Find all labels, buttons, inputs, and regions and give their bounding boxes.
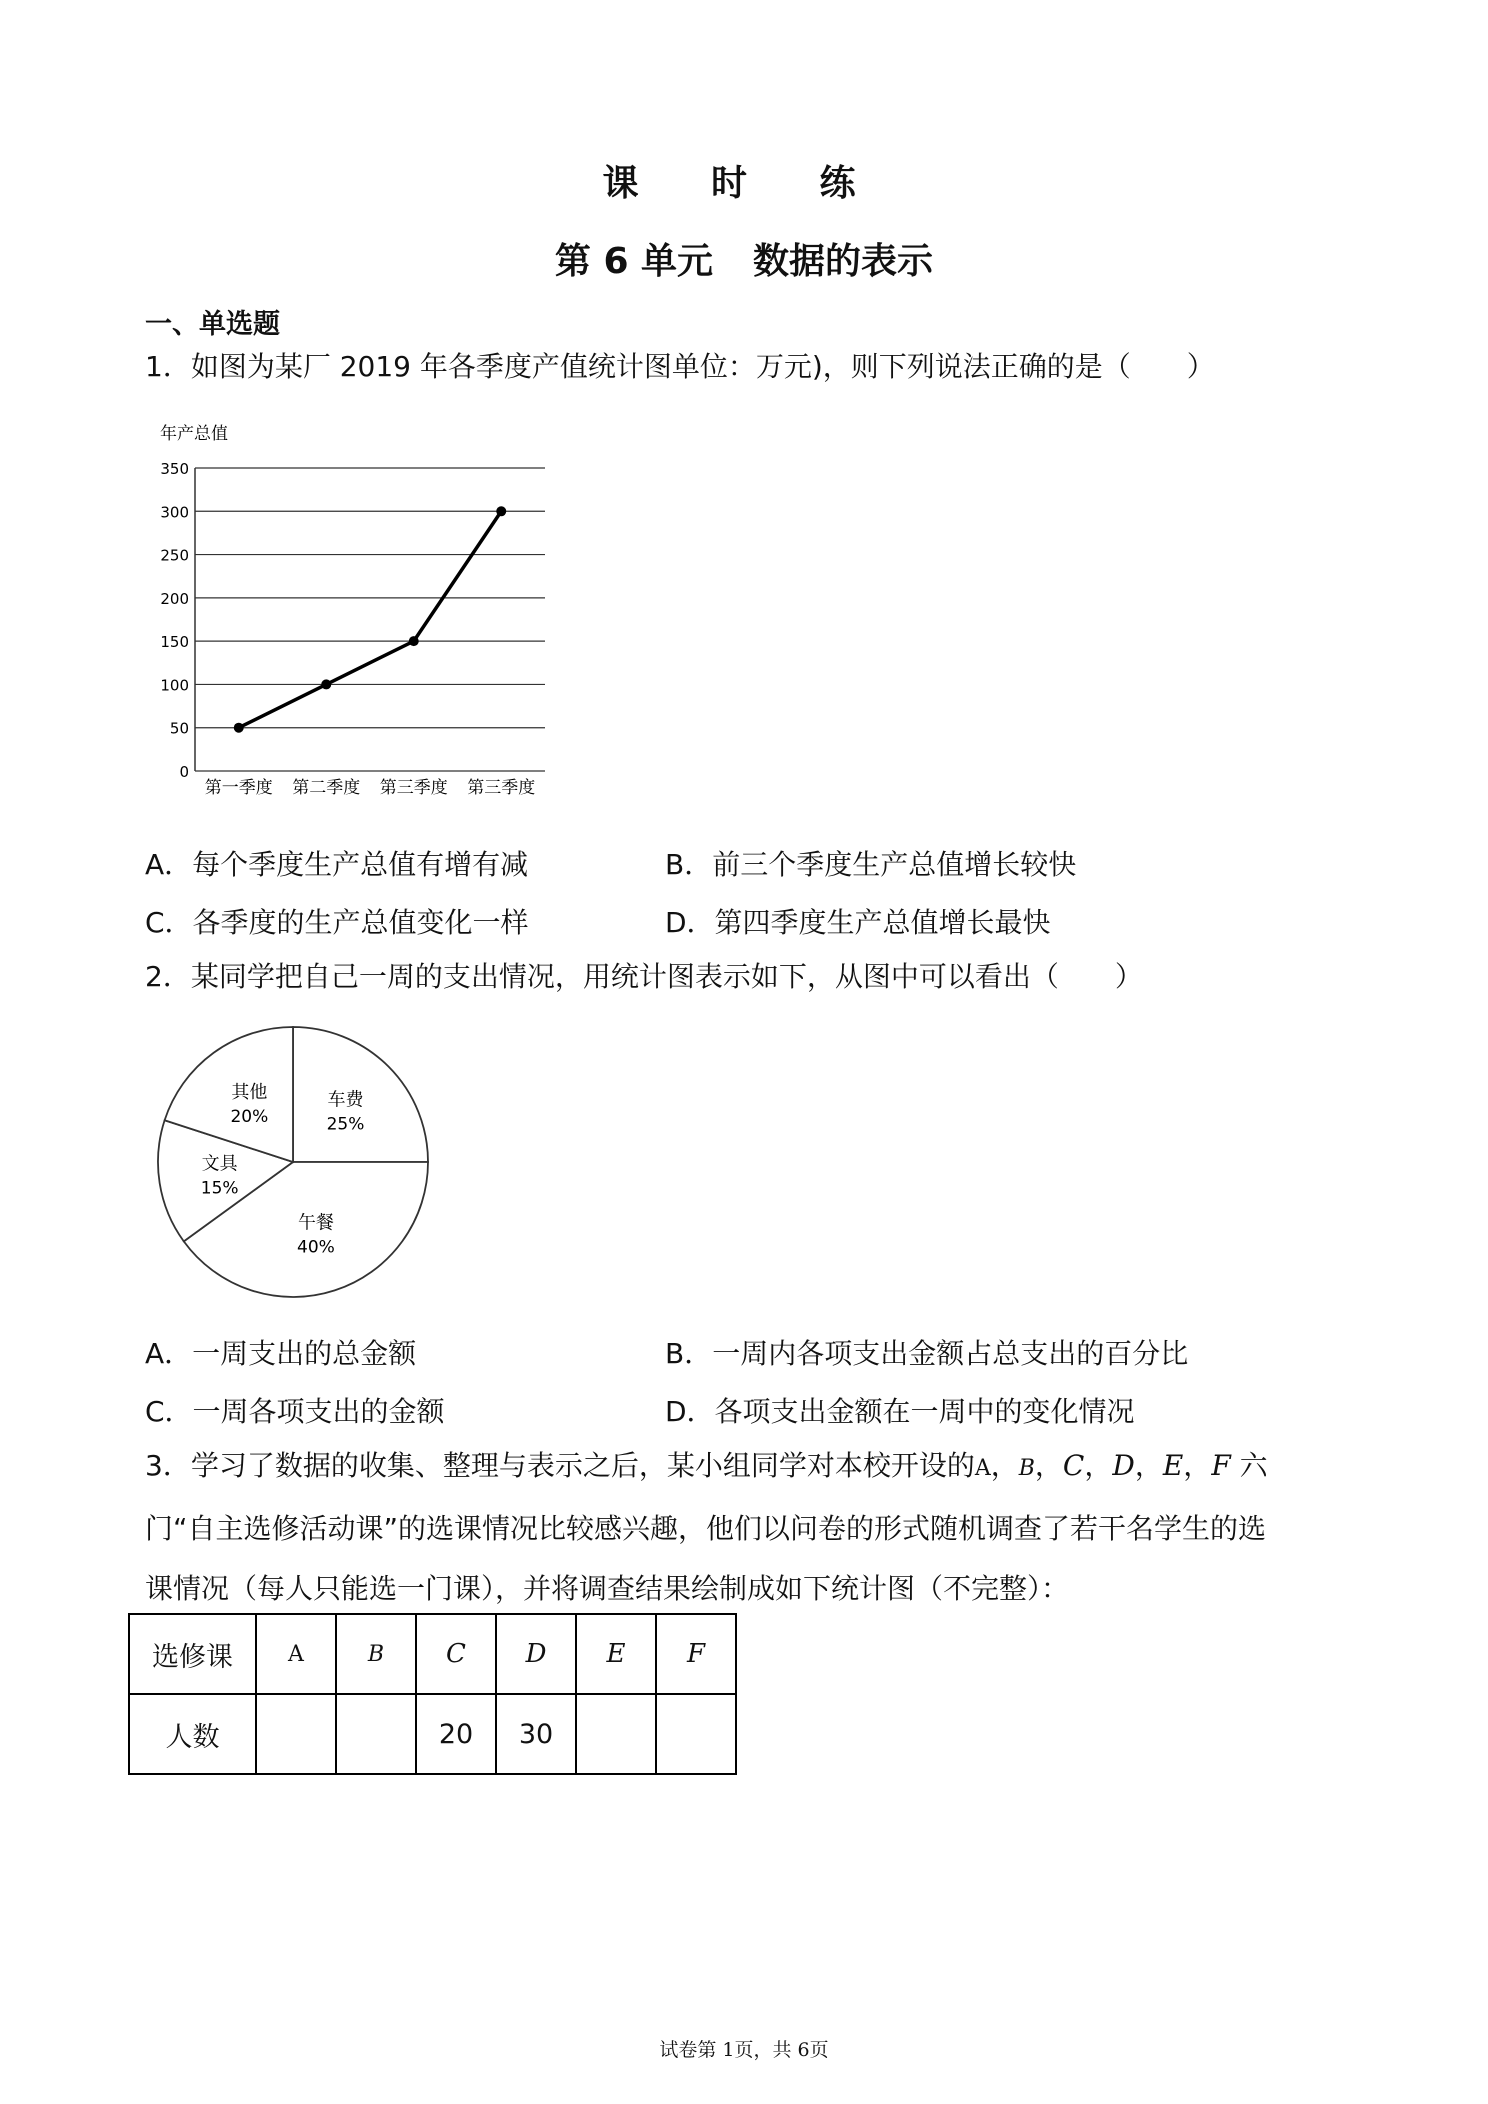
table-col-d: D bbox=[496, 1614, 576, 1694]
table-col-f: F bbox=[656, 1614, 736, 1694]
table-cell bbox=[256, 1694, 336, 1774]
q1-option-d: D．第四季度生产总值增长最快 bbox=[665, 906, 1051, 939]
q3-letter-a: A bbox=[974, 1456, 991, 1481]
pie-slice-label: 午餐 bbox=[297, 1212, 334, 1234]
unit-title: 数据的表示 bbox=[753, 241, 934, 282]
q3-letter-b: B bbox=[1018, 1456, 1035, 1481]
q3-letter-c: C bbox=[1062, 1449, 1085, 1482]
question-1-text: 1．如图为某厂 2019 年各季度产值统计图单位：万元)，则下列说法正确的是（ ） bbox=[145, 350, 1215, 383]
q3-letter-f: F bbox=[1211, 1449, 1231, 1482]
chart-ytick-label: 50 bbox=[169, 719, 189, 738]
line-chart bbox=[150, 420, 560, 805]
table-col-a: A bbox=[256, 1614, 336, 1694]
section-title: 一、单选题 bbox=[145, 309, 280, 340]
table-col-e: E bbox=[576, 1614, 656, 1694]
chart-xtick-label: 第三季度 bbox=[379, 778, 448, 798]
page-title: 课 时 练 bbox=[602, 163, 886, 204]
question-3-text: 3．学习了数据的收集、整理与表示之后，某小组同学对本校开设的A，B，C，D，E，F 六 门“自主选修活动课”的选课情况比较感兴趣，他们以问卷的形式随机调查了若干名学生的选 课情况（每人只能选一门课），并将调查结果绘制成如下统计图（不完整）： bbox=[145, 1449, 1268, 1605]
q3-letter-e: E bbox=[1162, 1449, 1184, 1482]
chart-series-line bbox=[239, 511, 502, 727]
question-2-text: 2．某同学把自己一周的支出情况，用统计图表示如下，从图中可以看出（ ） bbox=[145, 960, 1143, 993]
table-col-b: B bbox=[336, 1614, 416, 1694]
chart-xtick-label: 第二季度 bbox=[292, 778, 361, 798]
q3-line1-suffix: 六 bbox=[1239, 1449, 1268, 1482]
table-row bbox=[129, 1614, 736, 1694]
table-header-course: 选修课 bbox=[129, 1614, 256, 1694]
pie-slice-percent: 20% bbox=[230, 1106, 269, 1127]
page-footer: 试卷第 1页，共 6页 bbox=[659, 2039, 829, 2061]
table-cell bbox=[576, 1694, 656, 1774]
chart-ytick-label: 350 bbox=[160, 460, 189, 478]
chart-data-point bbox=[496, 506, 506, 516]
unit-heading bbox=[0, 233, 1488, 284]
chart-data-point bbox=[409, 636, 419, 646]
pie-slice-percent: 40% bbox=[297, 1237, 335, 1258]
q1-option-c: C．各季度的生产总值变化一样 bbox=[145, 906, 529, 939]
chart-ytick-label: 250 bbox=[160, 546, 189, 565]
chart-ytick-label: 100 bbox=[160, 676, 189, 695]
chart-xtick-label: 第三季度 bbox=[467, 778, 536, 798]
pie-slice-percent: 25% bbox=[326, 1114, 365, 1135]
chart-ylabel: 年产总值 bbox=[160, 424, 228, 444]
pie-chart bbox=[150, 1020, 440, 1305]
q2-option-b: B．一周内各项支出金额占总支出的百分比 bbox=[665, 1337, 1189, 1370]
chart-ytick-label: 300 bbox=[160, 503, 189, 522]
table-col-c: C bbox=[416, 1614, 496, 1694]
q3-line2: 门“自主选修活动课”的选课情况比较感兴趣，他们以问卷的形式随机调查了若干名学生的选 bbox=[145, 1512, 1267, 1545]
unit-number: 第 6 单元 bbox=[554, 241, 714, 282]
table-cell: 30 bbox=[496, 1694, 576, 1774]
q2-option-d: D．各项支出金额在一周中的变化情况 bbox=[665, 1395, 1135, 1428]
pie-slice-label: 文具 bbox=[201, 1153, 238, 1175]
q1-option-b: B．前三个季度生产总值增长较快 bbox=[665, 848, 1077, 881]
course-table bbox=[128, 1613, 737, 1775]
q3-line3: 课情况（每人只能选一门课），并将调查结果绘制成如下统计图（不完整）： bbox=[145, 1572, 1070, 1605]
chart-data-point bbox=[234, 723, 244, 733]
pie-slice-label: 其他 bbox=[231, 1081, 268, 1103]
q2-option-c: C．一周各项支出的金额 bbox=[145, 1395, 445, 1428]
table-row bbox=[129, 1694, 736, 1774]
q3-letter-d: D bbox=[1112, 1449, 1135, 1482]
chart-ytick-label: 0 bbox=[179, 763, 189, 781]
pie-slice-label: 车费 bbox=[327, 1089, 364, 1111]
q3-line1-prefix: 3．学习了数据的收集、整理与表示之后，某小组同学对本校开设的 bbox=[145, 1449, 975, 1482]
table-cell bbox=[656, 1694, 736, 1774]
chart-ytick-label: 150 bbox=[160, 633, 189, 652]
q2-option-a: A．一周支出的总金额 bbox=[145, 1337, 417, 1370]
table-cell bbox=[336, 1694, 416, 1774]
pie-slice-percent: 15% bbox=[200, 1178, 239, 1199]
table-header-count: 人数 bbox=[129, 1694, 256, 1774]
chart-xtick-label: 第一季度 bbox=[204, 778, 273, 798]
table-cell: 20 bbox=[416, 1694, 496, 1774]
chart-ytick-label: 200 bbox=[160, 589, 189, 608]
chart-data-point bbox=[321, 679, 331, 689]
q1-option-a: A．每个季度生产总值有增有减 bbox=[145, 848, 529, 881]
